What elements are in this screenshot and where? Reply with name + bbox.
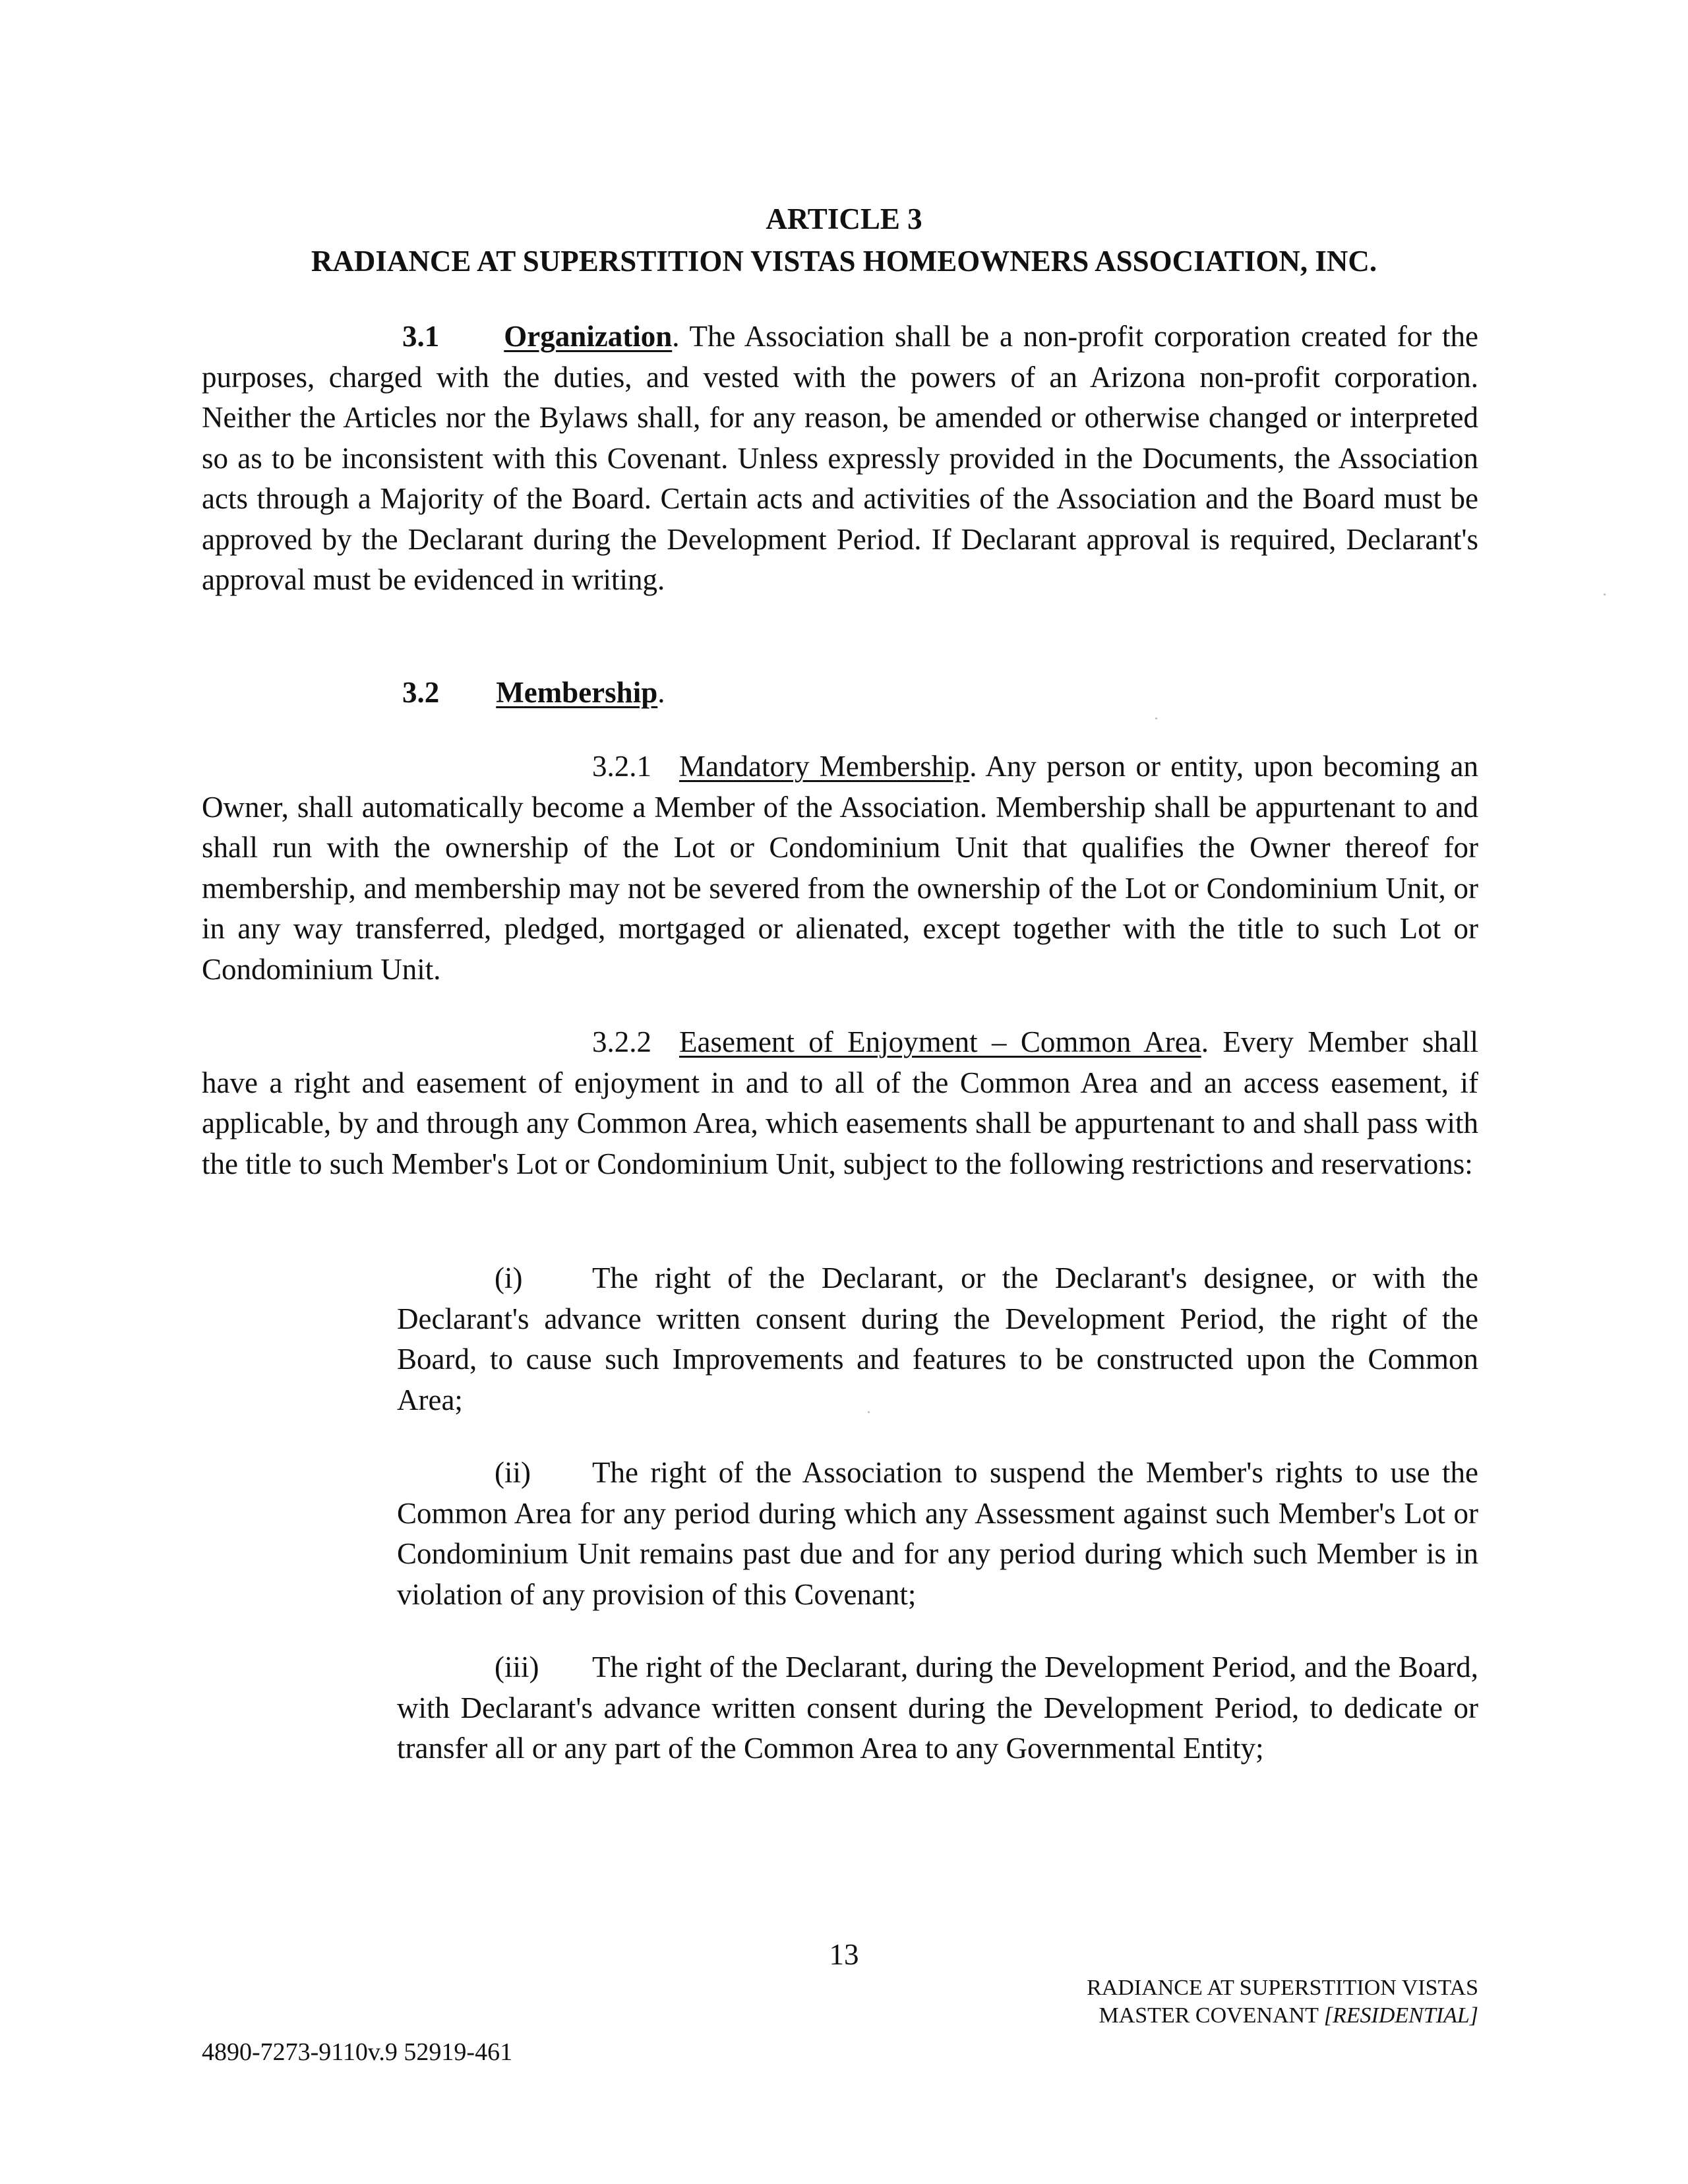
section-title: Easement of Enjoyment – Common Area [679, 1025, 1201, 1058]
section-3-1: 3.1 Organization. The Association shall be a non-profit corporation created for the purposes, charged with the duties, and vested with the powers of an Arizona non-profit corporation. Neither the Articles nor the Bylaws shall, for any reason, be amended or otherwise changed or interpreted so as to be inconsistent with this Covenant. Unless expressly provided in the Documents, the Association acts through a Majority of the Board. Certain acts and activities of the Association and the Board must be approved by the Declarant during the Development Period. If Declarant approval is required, Declarant's approval must be evidenced in writing. [202, 317, 1478, 601]
section-number: 3.2.2 [592, 1025, 651, 1058]
footer-doc-title-line2 [1087, 2002, 1478, 2030]
item-text: The right of the Declarant, during the Development Period, and the Board, with Declarant's advance written consent during the Development Period, to dedicate or transfer all or any part of the Common Area to any Governmental Entity; [397, 1651, 1478, 1765]
list-item [397, 1453, 1478, 1615]
footer-doc-title-italic: [RESIDENTIAL] [1323, 2003, 1478, 2028]
section-title: Membership [496, 676, 658, 709]
section-title: Organization [504, 320, 673, 353]
scan-speck [868, 1411, 870, 1413]
scan-speck [1155, 717, 1157, 719]
item-label: (iii) [495, 1651, 539, 1684]
footer-doc-title [1087, 1974, 1478, 2030]
section-number: 3.1 [402, 320, 440, 353]
section-number: 3.2.1 [592, 750, 651, 783]
list-item [397, 1258, 1478, 1420]
page-number: 13 [829, 1938, 859, 1971]
section-3-2: 3.2 Membership. [202, 673, 1478, 713]
item-text: The right of the Association to suspend the Member's rights to use the Common Area for any period during which any Assessment against such Member's Lot or Condominium Unit remains past due and for any period during which such Member is in violation of any provision of this Covenant; [397, 1456, 1478, 1611]
section-3-2-1: 3.2.1 Mandatory Membership. Any person or entity, upon becoming an Owner, shall automatically become a Member of the Association. Membership shall be appurtenant to and shall run with the ownership of the Lot or Condominium Unit that qualifies the Owner thereof for membership, and membership may not be severed from the ownership of the Lot or Condominium Unit, or in any way transferred, pledged, mortgaged or alienated, except together with the title to such Lot or Condominium Unit. [202, 746, 1478, 990]
item-label: (i) [495, 1261, 523, 1294]
section-3-2-2: 3.2.2 Easement of Enjoyment – Common Area. Every Member shall have a right and easement of enjoyment in and to all of the Common Area and an access easement, if applicable, by and through any Common Area, which easements shall be appurtenant to and shall pass with the title to such Member's Lot or Condominium Unit, subject to the following restrictions and reservations: [202, 1022, 1478, 1184]
section-body: Any person or entity, upon becoming an Owner, shall automatically become a Member of the Association. Membership shall be appurtenant to and shall run with the ownership of the Lot or Condominium Unit that qualifies the Owner thereof for membership, and membership may not be severed from the ownership of the Lot or Condominium Unit, or in any way transferred, pledged, mortgaged or alienated, except together with the title to such Lot or Condominium Unit. [202, 750, 1478, 986]
section-body: The Association shall be a non-profit corporation created for the purposes, charged with the duties, and vested with the powers of an Arizona non-profit corporation. Neither the Articles nor the Bylaws shall, for any reason, be amended or otherwise changed or interpreted so as to be inconsistent with this Covenant. Unless expressly provided in the Documents, the Association acts through a Majority of the Board. Certain acts and activities of the Association and the Board must be approved by the Declarant during the Development Period. If Declarant approval is required, Declarant's approval must be evidenced in writing. [202, 320, 1479, 596]
list-item [397, 1647, 1478, 1769]
document-id: 4890-7273-9110v.9 52919-461 [202, 2038, 513, 2066]
item-text: The right of the Declarant, or the Declarant's designee, or with the Declarant's advance written consent during the Development Period, the right of the Board, to cause such Improvements and features to be constructed upon the Common Area; [397, 1261, 1478, 1416]
scan-speck [1604, 593, 1606, 595]
footer-doc-title-line1: RADIANCE AT SUPERSTITION VISTAS [1087, 1976, 1478, 2000]
section-number: 3.2 [402, 676, 440, 709]
footer-doc-title-main: MASTER COVENANT [1099, 2003, 1319, 2028]
section-title: Mandatory Membership [679, 750, 970, 783]
article-number: ARTICLE 3 [766, 202, 922, 235]
item-label: (ii) [495, 1456, 531, 1489]
section-body: Every Member shall have a right and easement of enjoyment in and to all of the Common Area and an access easement, if applicable, by and through any Common Area, which easements shall be appurtenant to and shall pass with the title to such Member's Lot or Condominium Unit, subject to the following restrictions and reservations: [202, 1025, 1479, 1180]
article-title: RADIANCE AT SUPERSTITION VISTAS HOMEOWNERS ASSOCIATION, INC. [311, 245, 1377, 278]
